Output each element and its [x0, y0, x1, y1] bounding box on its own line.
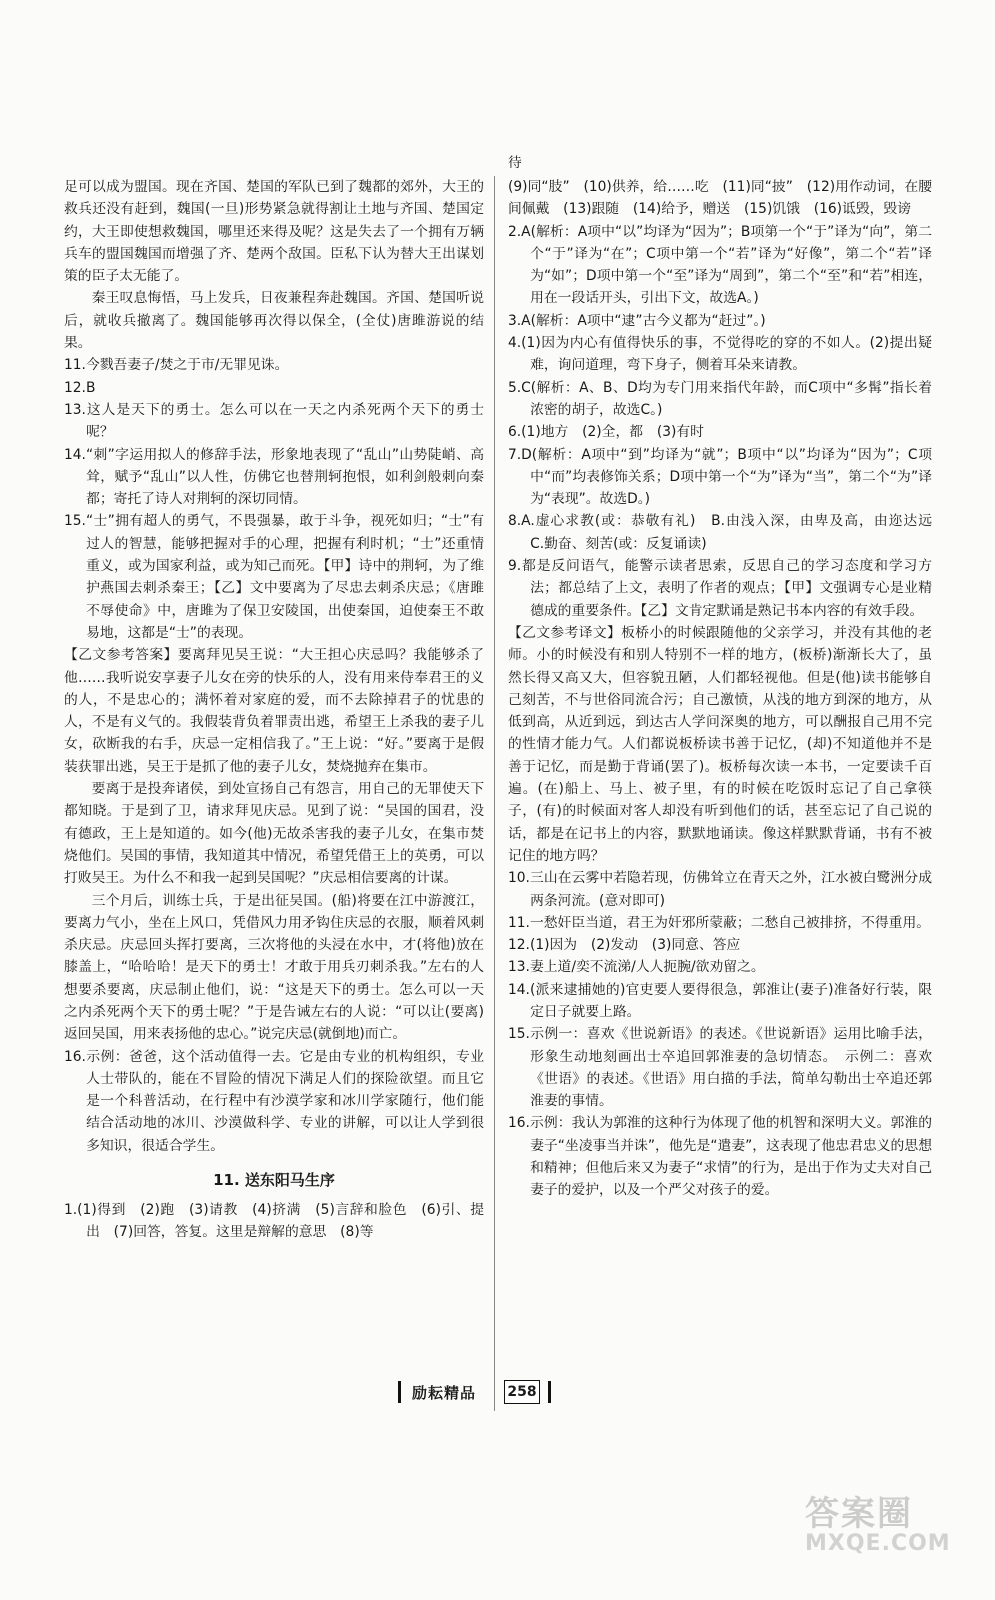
- watermark-text: 答案圈: [805, 1494, 913, 1534]
- footer-brand: 励耘精品: [412, 1384, 477, 1402]
- answer-paragraph: 11.今戮吾妻子/焚之于市/无罪见诛。: [64, 357, 289, 374]
- carryover-char: 待: [508, 155, 522, 171]
- answer-paragraph: 14.“刺”字运用拟人的修辞手法，形象地表现了“乱山”山势陡峭、高耸，赋予“乱山”以人性，仿佛它也替荆轲抱恨，如利剑般刺向秦都；寄托了诗人对荆轲的深切同情。: [64, 446, 484, 508]
- answer-paragraph: 8.A.虚心求教(或：恭敬有礼) B.由浅入深，由卑及高，由迩达远 C.勤奋、刻苦(或：反复诵读): [508, 513, 946, 552]
- answer-paragraph: 足可以成为盟国。现在齐国、楚国的军队已到了魏都的郊外，大王的救兵还没有赶到，魏国(一旦)形势紧急就得割让土地与齐国、楚国定约，大王即使想救魏国，哪里还来得及呢？这是失去了一个拥有万辆兵车的盟国魏国而增强了齐、楚两个敌国。臣私下认为替大王出谋划策的臣子太无能了。: [64, 179, 484, 285]
- answer-paragraph: 11.一愁奸臣当道，君王为奸邪所蒙蔽；二愁自己被排挤，不得重用。: [508, 914, 931, 931]
- answer-paragraph: 14.(派来逮捕她的)官吏要人要得很急，郭淮让(妻子)准备好行装，限定日子就要上路。: [508, 981, 932, 1020]
- answer-paragraph: 15.示例一：喜欢《世说新语》的表述。《世说新语》运用比喻手法，形象生动地刻画出士卒追回郭淮妻的急切情态。 示例二：喜欢《世语》的表述。《世语》用白描的手法，简单勾勒出士卒追还郭淮妻的事情。: [508, 1026, 932, 1110]
- section-title: 11. 送东阳马生序: [213, 1171, 335, 1190]
- page-footer: [398, 1378, 598, 1406]
- answer-paragraph: 秦王叹息悔悟，马上发兵，日夜兼程奔赴魏国。齐国、楚国听说后，就收兵撤离了。魏国能够再次得以保全，(全仗)唐雎游说的结果。: [64, 290, 484, 352]
- left-column: [64, 176, 484, 1244]
- answer-paragraph: 16.示例：我认为郭淮的这种行为体现了他的机智和深明大义。郭淮的妻子“坐凌事当并诛”，他先是“遣妻”，这表现了他忠君忠义的思想和精神；但他后来又为妻子“求情”的行为，是出于作为丈夫对自己妻子的爱护，以及一个严父对孩子的爱。: [508, 1115, 932, 1199]
- answer-paragraph: 【乙文参考译文】板桥小的时候跟随他的父亲学习，并没有其他的老师。小的时候没有和别人特别不一样的地方，(板桥)渐渐长大了，虽然长得又高又大，但容貌丑陋，人们都轻视他。但是(他)读书能够自己刻苦，不与世俗同流合污；自己激愤，从浅的地方到深的地方，从低到高，从近到远，到达古人学问深奥的地方，可以酬报自己用不完的性情才能力气。人们都说板桥读书善于记忆，(却)不知道他并不是善于记忆，而是勤于背诵(罢了)。板桥每次读一本书，一定要读千百遍。(在)船上、马上、被子里，有的时候在吃饭时忘记了自己拿筷子，(有)的时候面对客人却没有听到他们的话，甚至忘记了自己说的话，都是在记书上的内容，默默地诵读。像这样默默背诵，书有不被记住的地方吗？: [508, 624, 932, 864]
- answer-paragraph: 12.(1)因为 (2)发动 (3)同意、答应: [508, 937, 741, 954]
- answer-paragraph: 13.妻上道/奕不流涕/人人扼腕/欲劝留之。: [508, 959, 765, 976]
- answer-paragraph: 1.(1)得到 (2)跑 (3)请教 (4)挤满 (5)言辞和脸色 (6)引、提出 (7)回答，答复。这里是辩解的意思 (8)等: [64, 1202, 484, 1241]
- answer-paragraph: (9)同“肢” (10)供养，给……吃 (11)同“披” (12)用作动词，在腰间佩戴 (13)跟随 (14)给予，赠送 (15)饥饿 (16)诋毁，毁谤: [508, 179, 932, 218]
- watermark-logo: [805, 1486, 975, 1576]
- answer-paragraph: 3.A(解析：A项中“逮”古今义都为“赶过”。): [508, 312, 766, 329]
- answer-paragraph: 10.三山在云雾中若隐若现，仿佛耸立在青天之外，江水被白鹭洲分成两条河流。(意对即可): [508, 870, 932, 909]
- answer-paragraph: 7.D(解析：A项中“到”均译为“就”；B项中“以”均译为“因为”；C项中“而”均表修饰关系；D项中第一个“为”译为“当”，第二个“为”译为“表现”。故选D。): [508, 446, 932, 508]
- answer-paragraph: 13.这人是天下的勇士。怎么可以在一天之内杀死两个天下的勇士呢？: [64, 401, 484, 441]
- footer-left-bar: [398, 1381, 401, 1403]
- page-number: 258: [504, 1380, 540, 1404]
- answer-paragraph: 5.C(解析：A、B、D均为专门用来指代年龄，而C项中“多髯”指长着浓密的胡子，故选C。): [508, 379, 932, 418]
- answer-paragraph: 4.(1)因为内心有值得快乐的事，不觉得吃的穿的不如人。(2)提出疑难，询问道理，弯下身子，侧着耳朵来请教。: [508, 335, 932, 374]
- column-divider: [494, 176, 495, 1411]
- answer-paragraph: 三个月后，训练士兵，于是出征吴国。(船)将要在江中游渡江，要离力气小，坐在上风口，凭借风力用矛钩住庆忌的衣服，顺着风刺杀庆忌。庆忌回头挥打要离，三次将他的头浸在水中，才(将他)放在膝盖上，“哈哈哈！是天下的勇士！才敢于用兵刃刺杀我。”左右的人想要杀要离，庆忌制止他们，说：“这是天下的勇士。怎么可以一天之内杀死两个天下的勇士呢？”于是告诫左右的人说：“可以让(要离)返回吴国，用来表扬他的忠心。”说完庆忌(就倒地)而亡。: [64, 892, 484, 1043]
- right-column: [508, 176, 946, 1202]
- answer-paragraph: 2.A(解析：A项中“以”均译为“因为”；B项第一个“于”译为“向”，第二个“于”译为“在”；C项中第一个“若”译为“好像”，第二个“若”译为“如”；D项中第一个“至”译为“周到”，第二个“至”和“若”相连，用在一段话开头，引出下文，故选A。): [508, 223, 932, 307]
- answer-paragraph: 9.都是反问语气，能警示读者思索，反思自己的学习态度和学习方法；都总结了上文，表明了作者的观点；【甲】文强调专心是业精德成的重要条件。【乙】文肯定默诵是熟记书本内容的有效手段。: [508, 558, 932, 619]
- answer-paragraph: 【乙文参考答案】要离拜见吴王说：“大王担心庆忌吗？我能够杀了他……我听说安享妻子儿女在旁的快乐的人，没有用来侍奉君王的义的人，不是忠心的；满怀着对家庭的爱，而不去除掉君子的忧患的人，不是有义气的。我假装背负着罪责出逃，希望王上杀我的妻子儿女，砍断我的右手，庆忌一定相信我了。”王上说：“好。”要离于是假装获罪出逃，吴王于是抓了他的妻子儿女，焚烧抛弃在集市。: [64, 647, 484, 775]
- footer-right-bar: [548, 1381, 551, 1403]
- answer-paragraph: 15.“士”拥有超人的勇气，不畏强暴，敢于斗争，视死如归；“士”有过人的智慧，能够把握对手的心理，把握有利时机；“士”还重情重义，或为国家利益，或为知己而死。【甲】诗中的荆轲，为了维护燕国去刺杀秦王；【乙】文中要离为了尽忠去刺杀庆忌；《唐雎不辱使命》中，唐雎为了保卫安陵国，出使秦国，迫使秦王不敢易地，这都是“士”的表现。: [64, 513, 484, 641]
- answer-paragraph: 要离于是投奔诸侯，到处宣扬自己有怨言，用自己的无罪使天下都知晓。于是到了卫，请求拜见庆忌。见到了说：“吴国的国君，没有德政，王上是知道的。如今(他)无故杀害我的妻子儿女，在集市焚烧他们。吴国的事情，我知道其中情况，希望凭借王上的英勇，可以打败吴王。为什么不和我一起到吴国呢？”庆忌相信要离的计谋。: [64, 781, 484, 887]
- answer-paragraph: 16.示例：爸爸，这个活动值得一去。它是由专业的机构组织，专业人士带队的，能在不冒险的情况下满足人们的探险欲望。而且它是一个科普活动，在行程中有沙漠学家和冰川学家随行，他们能结合活动地的冰川、沙漠做科学、专业的讲解，可以让人学到很多知识，很适合学生。: [64, 1048, 484, 1154]
- answer-paragraph: 12.B: [64, 379, 96, 396]
- watermark-url: MXQE.COM: [805, 1531, 951, 1556]
- answer-paragraph: 6.(1)地方 (2)全，都 (3)有时: [508, 424, 704, 441]
